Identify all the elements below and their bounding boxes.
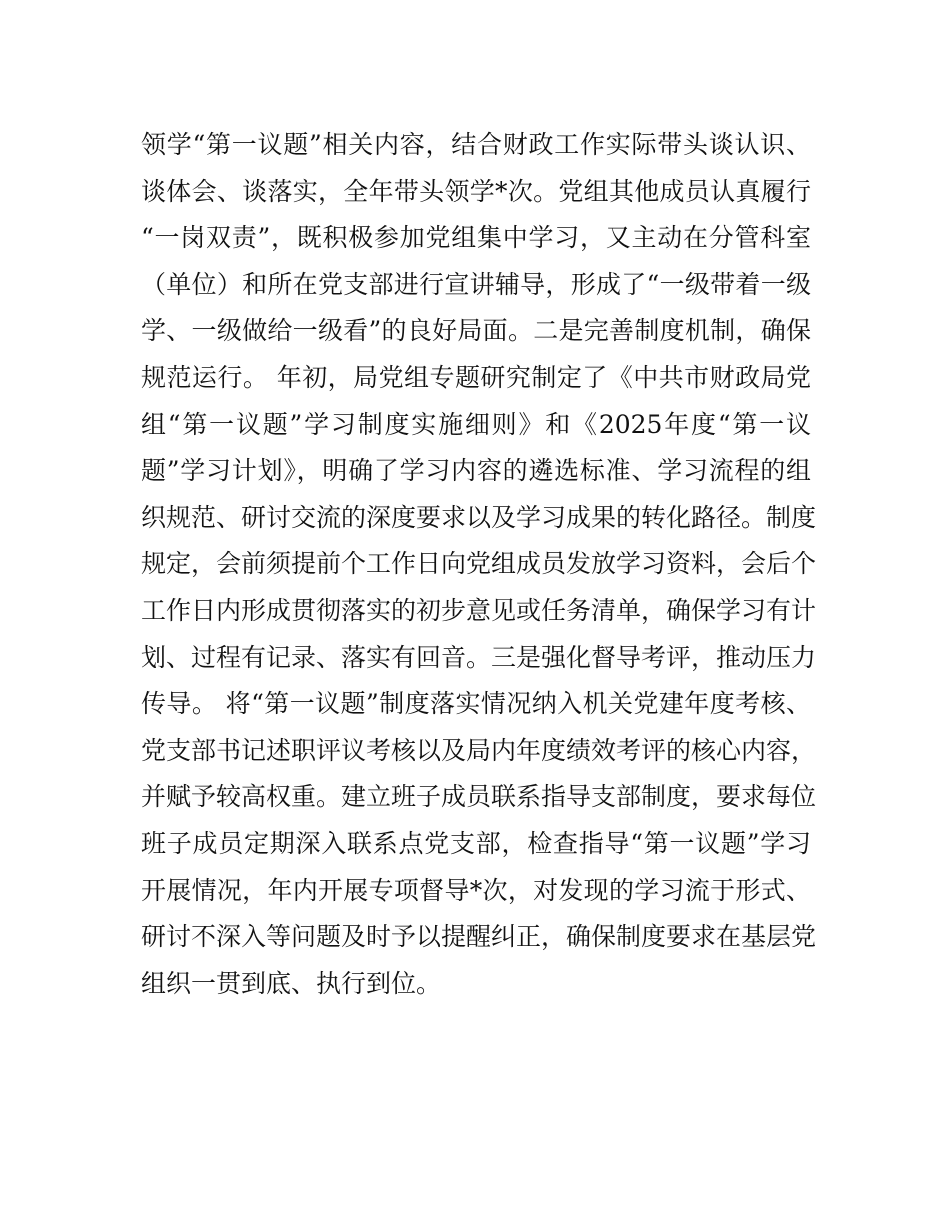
text-line: 研讨不深入等问题及时予以提醒纠正，确保制度要求在基层党 bbox=[141, 922, 817, 952]
text-line: 领学“第一议题”相关内容，结合财政工作实际带头谈认识、 bbox=[141, 130, 811, 159]
body-paragraph bbox=[141, 122, 817, 1007]
text-line: 班子成员定期深入联系点党支部，检查指导“第一议题”学习 bbox=[141, 828, 811, 858]
text-line: 学、一级做给一级看”的良好局面。二是完善制度机制，确保 bbox=[141, 316, 811, 346]
text-line: 规定，会前须提前个工作日向党组成员发放学习资料，会后个 bbox=[141, 549, 817, 579]
text-line: 组“第一议题”学习制度实施细则》和《2025年度“第一议 bbox=[141, 409, 811, 439]
text-line: 并赋予较高权重。建立班子成员联系指导支部制度，要求每位 bbox=[141, 782, 817, 812]
text-line: 题”学习计划》，明确了学习内容的遴选标准、学习流程的组 bbox=[141, 456, 811, 486]
text-line: 工作日内形成贯彻落实的初步意见或任务清单，确保学习有计 bbox=[141, 595, 817, 625]
text-line: 组织一贯到底、执行到位。 bbox=[141, 968, 442, 998]
text-line: （单位）和所在党支部进行宣讲辅导，形成了“一级带着一级 bbox=[141, 269, 811, 299]
text-line: 划、过程有记录、落实有回音。三是强化督导考评，推动压力 bbox=[141, 642, 817, 672]
text-line: 党支部书记述职评议考核以及局内年度绩效考评的核心内容， bbox=[141, 735, 817, 765]
text-line: 谈体会、谈落实，全年带头领学*次。党组其他成员认真履行 bbox=[141, 176, 811, 206]
text-line: 开展情况，年内开展专项督导*次，对发现的学习流于形式、 bbox=[141, 875, 811, 905]
text-line: “一岗双责”，既积极参加党组集中学习，又主动在分管科室 bbox=[141, 223, 811, 253]
text-line: 织规范、研讨交流的深度要求以及学习成果的转化路径。制度 bbox=[141, 502, 817, 532]
text-line: 传导。 将“第一议题”制度落实情况纳入机关党建年度考核、 bbox=[141, 689, 811, 719]
text-line: 规范运行。 年初，局党组专题研究制定了《中共市财政局党 bbox=[141, 362, 811, 392]
